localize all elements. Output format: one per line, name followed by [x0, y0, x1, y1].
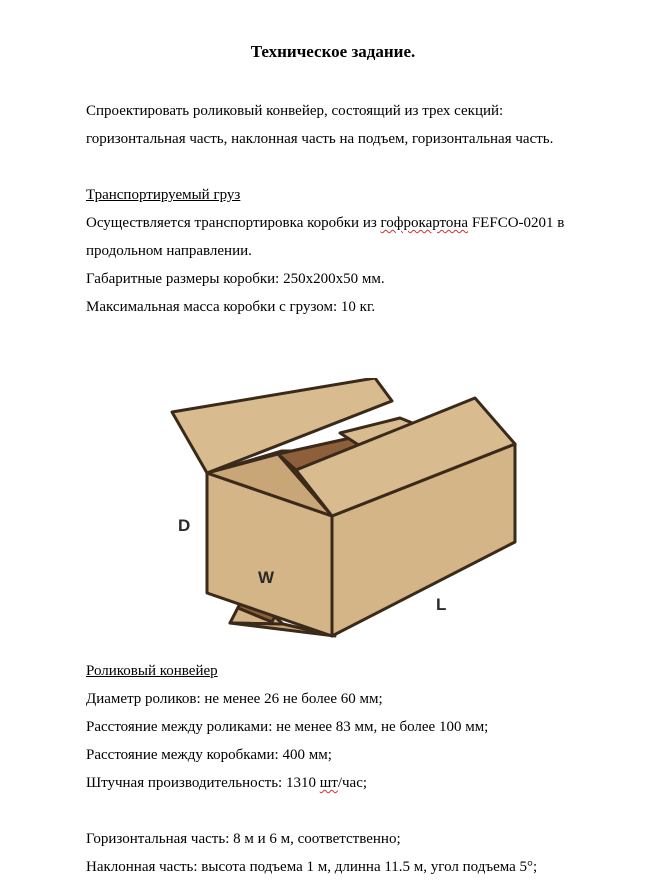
cargo-description	[86, 215, 564, 232]
throughput	[86, 775, 367, 792]
spellcheck-word-2: шт	[319, 775, 338, 791]
roller-spacing: Расстояние между роликами: не менее 83 мм, не более 100 мм;	[86, 719, 489, 735]
label-w: W	[258, 568, 275, 587]
cargo-desc-part2: FEFCO-0201 в	[468, 215, 565, 231]
label-d: D	[178, 516, 191, 535]
conveyor-heading: Роликовый конвейер	[86, 663, 218, 679]
label-l: L	[436, 595, 447, 614]
box-dimensions: Габаритные размеры коробки: 250х200х50 мм.	[86, 271, 385, 287]
box-spacing: Расстояние между коробками: 400 мм;	[86, 747, 332, 763]
cargo-heading: Транспортируемый груз	[86, 187, 241, 203]
throughput-part1: Штучная производительность: 1310	[86, 775, 320, 791]
page-title: Техническое задание.	[250, 42, 416, 61]
box-drawing	[160, 378, 540, 640]
horizontal-section: Горизонтальная часть: 8 м и 6 м, соответственно;	[86, 831, 401, 847]
spellcheck-word: гофрокартона	[380, 215, 469, 231]
throughput-part2: /час;	[337, 775, 368, 791]
box-max-mass: Максимальная масса коробки с грузом: 10 кг.	[86, 299, 376, 315]
intro-line-2: горизонтальная часть, наклонная часть на подъем, горизонтальная часть.	[86, 131, 554, 147]
cargo-description-line-2: продольном направлении.	[86, 243, 252, 259]
cargo-desc-part1: Осуществляется транспортировка коробки из	[86, 215, 381, 231]
intro-line-1: Спроектировать роликовый конвейер, состоящий из трех секций:	[86, 103, 504, 119]
box-illustration	[160, 378, 540, 640]
roller-diameter: Диаметр роликов: не менее 26 не более 60 мм;	[86, 691, 383, 707]
inclined-section: Наклонная часть: высота подъема 1 м, длинна 11.5 м, угол подъема 5°;	[86, 859, 538, 875]
